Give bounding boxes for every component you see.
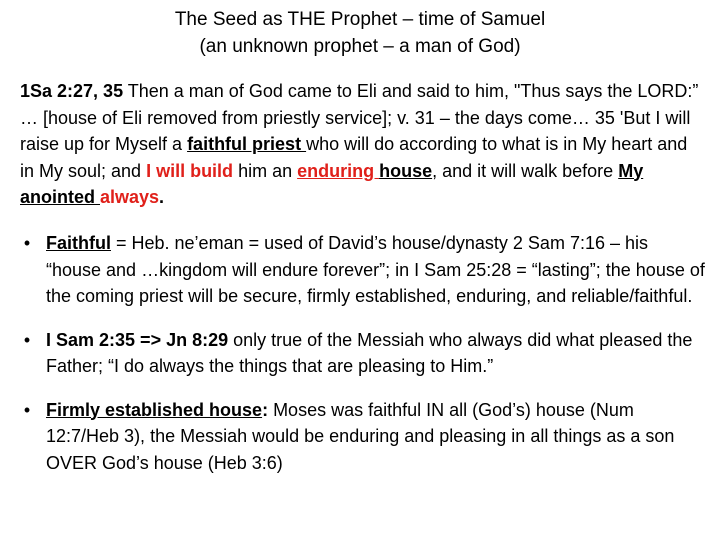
bullet-icon: •	[23, 329, 31, 350]
bullet-term: I Sam 2:35 => Jn 8:29	[46, 329, 229, 350]
bullet-text: = Heb. ne’eman = used of David’s house/dynasty 2 Sam 7:16 – his “house and …kingdom will endure forever”; in I Sam 25:28 = “lasting”; the house of the coming priest will be secure, firmly established, enduring, and reliable/faithful.	[46, 233, 705, 306]
bullet-icon: •	[23, 233, 31, 253]
verse-period: .	[159, 187, 165, 207]
title-line-1: The Seed as THE Prophet – time of Samuel	[174, 9, 546, 30]
scripture-passage	[20, 78, 706, 211]
enduring-highlight: enduring	[297, 160, 380, 181]
bullet-term-colon: :	[262, 399, 269, 420]
always-highlight: always	[100, 187, 160, 207]
house-highlight: house	[379, 160, 433, 181]
bullet-icon: •	[23, 399, 31, 420]
slide-title	[0, 6, 720, 60]
bullet-item-sam-jn	[20, 327, 706, 380]
i-will-build-highlight: I will build	[146, 160, 234, 181]
verse-reference: 1Sa 2:27, 35	[20, 81, 124, 101]
title-line-2: (an unknown prophet – a man of God)	[199, 36, 521, 57]
verse-text-2: who will do according to what is in My heart and in My soul; and	[20, 134, 688, 181]
verse-text-4: , and it will walk before	[432, 160, 619, 181]
bullet-term: Firmly established house	[46, 399, 263, 420]
bullet-item-established-house	[20, 397, 706, 477]
my-anointed-highlight: My anointed	[20, 160, 644, 207]
verse-text-3: him an	[233, 160, 298, 181]
bullet-text: only true of the Messiah who always did what pleased the Father; “I do always the things that are pleasing to Him.”	[46, 329, 693, 376]
faithful-priest-highlight: faithful priest	[187, 134, 307, 154]
verse-text-1: Then a man of God came to Eli and said to him, "Thus says the LORD:” … [house of Eli removed from priestly service]; v. 31 – the days come… 35 'But I will raise up for Myself a	[20, 81, 699, 154]
bullet-item-faithful	[20, 230, 706, 310]
bullet-text: Moses was faithful IN all (God’s) house (Num 12:7/Heb 3), the Messiah would be enduring and pleasing in all things as a son OVER God’s house (Heb 3:6)	[46, 399, 675, 473]
bullet-term: Faithful	[46, 233, 111, 253]
bullet-list	[20, 230, 706, 493]
